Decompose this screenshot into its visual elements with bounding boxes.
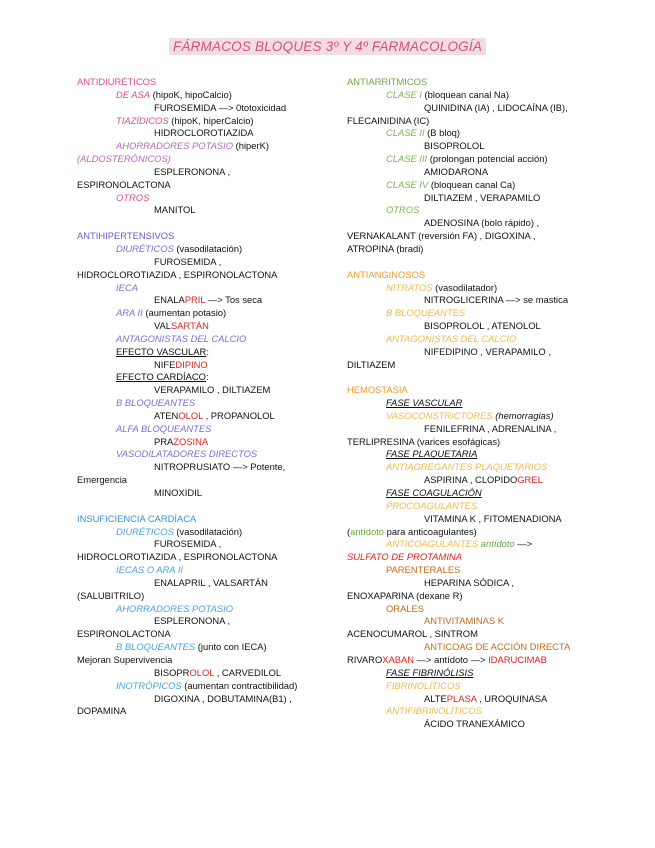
drug-line: ATROPINA (bradi): [347, 242, 424, 254]
subsection-otros: OTROS: [116, 191, 150, 203]
drug-line: NIFEDIPINO: [154, 358, 208, 370]
drug-line: VERNAKALANT (reversión FA) , DIGOXINA ,: [347, 230, 536, 242]
section-heading-antidiureticos: ANTIDIURÉTICOS: [77, 76, 157, 87]
drug-line: ESPIRONOLACTONA: [77, 628, 171, 640]
drug-line: MINOXIDIL: [154, 487, 202, 498]
subsection-parenterales: PARENTERALES: [386, 564, 461, 576]
subsection-b-bloqueantes: B BLOQUEANTES: [116, 397, 196, 409]
subsection-ieca: IECA: [116, 281, 138, 293]
drug-line: ACENOCUMAROL , SINTROM: [347, 628, 478, 640]
drug-line: DIGOXINA , DOBUTAMINA(B1) ,: [154, 692, 292, 704]
subsection-b-bloqueantes: B BLOQUEANTES (junto con IECA): [116, 641, 267, 653]
subsection-vasoconstrictores: VASOCONSTRICTORES (hemorragias): [386, 409, 554, 421]
page-title: FÁRMACOS BLOQUES 3º Y 4º FARMACOLOGÍA: [169, 38, 486, 55]
subsection-ara2: ARA II (aumentan potasio): [116, 307, 227, 319]
drug-line: ADENOSINA (bolo rápido) ,: [424, 217, 540, 229]
drug-line: ENALAPRIL , VALSARTÁN: [154, 576, 268, 588]
drug-line: HIDROCLOROTIAZIDA: [154, 127, 254, 139]
phase-plaquetaria: FASE PLAQUETARIA: [386, 448, 478, 460]
subsection-ieca-ara: IECAS O ARA II: [116, 564, 184, 576]
spacer: [77, 217, 329, 230]
subsection-clase2: CLASE II (B bloq): [386, 127, 460, 139]
spacer: [347, 371, 587, 384]
effect-vascular: EFECTO VASCULAR:: [116, 345, 209, 357]
subsection-antagonistas-calcio: ANTAGONISTAS DEL CALCIO: [116, 332, 247, 344]
drug-line: Emergencia: [77, 474, 128, 486]
phase-fibrinolisis: FASE FIBRINÓLISIS: [386, 666, 474, 678]
drug-line: NITROPRUSIATO —> Potente,: [154, 461, 286, 473]
subsection-tiazidicos: TIAZÍDICOS (hipoK, hiperCalcio): [116, 114, 254, 126]
subsection-fibrinoliticos: FIBRINOLÍTICOS: [386, 679, 461, 691]
phase-coagulacion: FASE COAGULACIÓN: [386, 487, 482, 498]
drug-line: FUROSEMIDA ,: [154, 255, 222, 267]
drug-line: FUROSEMIDA ,: [154, 538, 222, 550]
section-heading-hemostasia: HEMOSTASIA: [347, 384, 408, 396]
drug-line: QUINIDINA (IA) , LIDOCAÍNA (IB),: [424, 101, 568, 113]
drug-line: ANTICOAG DE ACCIÓN DIRECTA: [424, 641, 571, 653]
title-wrap: [0, 38, 655, 55]
drug-line: ÁCIDO TRANEXÁMICO: [424, 718, 525, 730]
effect-cardiaco: EFECTO CARDÍACO:: [116, 371, 209, 383]
subsection-antifibrinoliticos: ANTIFIBRINOLÍTICOS: [386, 705, 482, 717]
drug-line: DOPAMINA: [77, 705, 127, 717]
phase-vascular: FASE VASCULAR: [386, 397, 463, 409]
drug-line: ENOXAPARINA (dexane R): [347, 589, 463, 601]
drug-line: BISOPROLOL: [424, 140, 485, 152]
subsection-inotropicos: INOTRÓPICOS (aumentan contractibilidad): [116, 679, 298, 691]
drug-line: FENILEFRINA , ADRENALINA ,: [424, 422, 557, 434]
subsection-antagonistas-calcio: ANTAGONISTAS DEL CALCIO: [386, 332, 517, 344]
drug-line: FUROSEMIDA —> 0totoxicidad: [154, 101, 287, 113]
drug-line: VITAMINA K , FITOMENADIONA: [424, 512, 562, 524]
drug-line: (SALUBITRILO): [77, 589, 145, 601]
drug-line: ESPLERONONA ,: [154, 165, 231, 177]
drug-line: ANTIVITAMINAS K: [424, 615, 505, 627]
drug-line: NITROGLICERINA —> se mastica: [424, 294, 569, 306]
section-heading-antianginosos: ANTIANGINOSOS: [347, 268, 426, 280]
subsection-anticoagulantes: ANTICOAGULANTES antídoto —>: [386, 538, 533, 550]
drug-line: HIDROCLOROTIAZIDA , ESPIRONOLACTONA: [77, 268, 278, 280]
drug-line: BISOPROLOL , ATENOLOL: [424, 320, 541, 332]
spacer: [347, 256, 587, 269]
drug-line: DILTIAZEM , VERAPAMILO: [424, 191, 541, 203]
subsection-nitratos: NITRATOS (vasodilatador): [386, 281, 498, 293]
section-heading-antiarritmicos: ANTIARRITMICOS: [347, 76, 428, 87]
drug-line: VERAPAMILO , DILTIAZEM: [154, 384, 271, 396]
drug-line: ENALAPRIL —> Tos seca: [154, 294, 263, 306]
subsection-aldosteronicos: (ALDOSTERÓNICOS): [77, 153, 171, 165]
subsection-clase4: CLASE IV (bloquean canal Ca): [386, 178, 516, 190]
drug-line: AMIODARONA: [424, 165, 489, 177]
drug-line: ALTEPLASA , UROQUINASA: [424, 692, 548, 704]
subsection-ahorradores: AHORRADORES POTASIO (hiperK): [116, 140, 269, 152]
subsection-antiagregantes: ANTIAGREGANTES PLAQUETARIOS: [386, 461, 548, 473]
subsection-clase3: CLASE III (prolongan potencial acción): [386, 153, 548, 165]
drug-line: TERLIPRESINA (varices esofágicas): [347, 435, 501, 447]
drug-line: BISOPROLOL , CARVEDILOL: [154, 666, 282, 678]
drug-line: SULFATO DE PROTAMINA: [347, 551, 462, 563]
drug-line: FLECAINIDINA (IC): [347, 114, 430, 126]
subsection-de-asa: DE ASA (hipoK, hipoCalcio): [116, 88, 232, 100]
drug-line: ATENOLOL , PROPANOLOL: [154, 409, 275, 421]
drug-line: ESPIRONOLACTONA: [77, 178, 171, 190]
subsection-clase1: CLASE I (bloquean canal Na): [386, 88, 509, 100]
subsection-vasodilatadores: VASODILATADORES DIRECTOS: [116, 448, 258, 460]
subsection-b-bloqueantes: B BLOQUEANTES: [386, 307, 466, 319]
subsection-orales: ORALES: [386, 602, 425, 614]
drug-line: DILTIAZEM: [347, 358, 396, 370]
left-column: [77, 76, 329, 718]
drug-line: VALSARTÁN: [154, 320, 209, 332]
drug-line: (antídoto para anticoagulantes): [347, 525, 477, 537]
subsection-diureticos: DIURÉTICOS (vasodilatación): [116, 242, 243, 254]
drug-line: HEPARINA SÓDICA ,: [424, 576, 514, 588]
drug-line: ESPLERONONA ,: [154, 615, 231, 627]
drug-line: MANITOL: [154, 204, 196, 216]
right-column: [347, 76, 587, 731]
subsection-diureticos: DIURÉTICOS (vasodilatación): [116, 525, 243, 537]
drug-line: NIFEDIPINO , VERAPAMILO ,: [424, 345, 551, 357]
subsection-ahorradores: AHORRADORES POTASIO: [116, 602, 234, 614]
drug-line: HIDROCLOROTIAZIDA , ESPIRONOLACTONA: [77, 551, 278, 563]
spacer: [77, 500, 329, 513]
drug-line: ASPIRINA , CLOPIDOGREL: [424, 474, 543, 486]
section-heading-antihipertensivos: ANTIHIPERTENSIVOS: [77, 230, 175, 242]
drug-line: RIVAROXABAN —> antídoto —> IDARUCIMAB: [347, 653, 547, 665]
subsection-alfa-bloqueantes: ALFA BLOQUEANTES: [116, 422, 212, 434]
drug-line: Mejoran Supervivencia: [77, 653, 173, 665]
drug-line: PRAZOSINA: [154, 435, 209, 447]
section-heading-insuficiencia: INSUFICIENCIA CARDÍACA: [77, 512, 197, 524]
subsection-otros: OTROS: [386, 204, 420, 216]
subsection-procoagulantes: PROCOAGULANTES: [386, 499, 478, 511]
